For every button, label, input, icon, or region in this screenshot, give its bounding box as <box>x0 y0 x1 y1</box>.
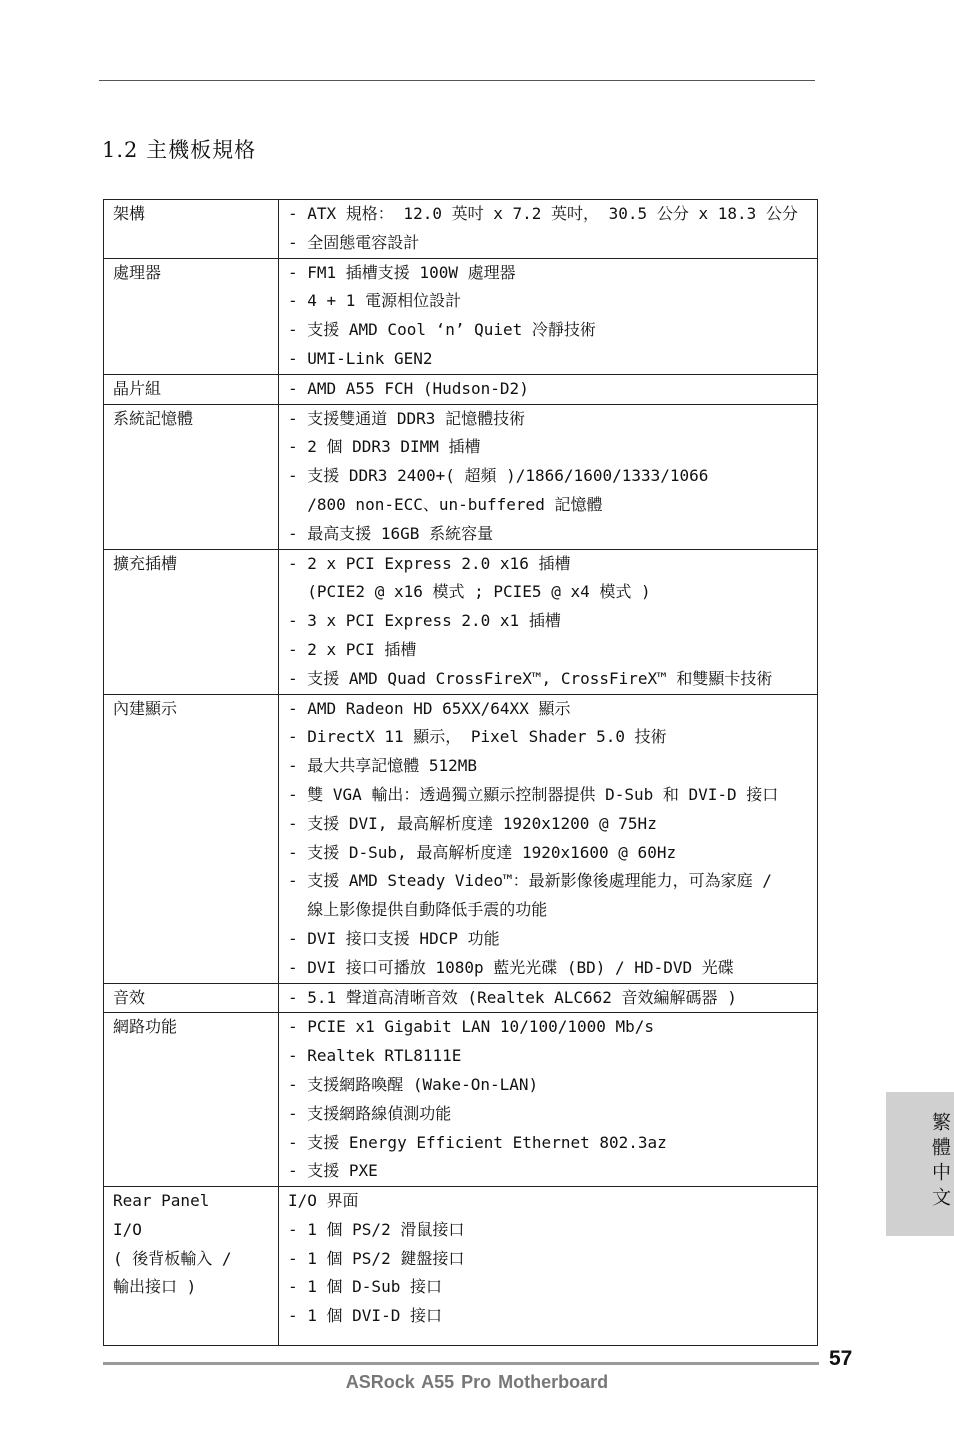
spec-item: - ATX 規格： 12.0 英吋 x 7.2 英吋， 30.5 公分 x 18.3 公分 <box>288 204 798 223</box>
spec-label: 處理器 <box>113 262 162 282</box>
spec-item: - 支援雙通道 DDR3 記憶體技術 <box>288 408 526 428</box>
spec-item: - 支援網路喚醒 (Wake-On-LAN) <box>288 1074 539 1094</box>
spec-item: - Realtek RTL8111E <box>288 1046 462 1066</box>
spec-label: 輸出接口 ) <box>113 1277 197 1297</box>
spec-row <box>104 200 818 259</box>
spec-label: 系統記憶體 <box>113 408 194 428</box>
spec-item: - 4 + 1 電源相位設計 <box>288 291 462 311</box>
spec-label-cell <box>104 694 279 983</box>
spec-label: 內建顯示 <box>113 698 178 718</box>
spec-item: - 2 個 DDR3 DIMM 插槽 <box>288 437 481 457</box>
spec-row <box>104 694 818 983</box>
spec-item: 線上影像提供自動降低手震的功能 <box>288 900 548 920</box>
spec-items-cell <box>279 983 818 1013</box>
spec-item: - 雙 VGA 輸出：透過獨立顯示控制器提供 D-Sub 和 DVI-D 接口 <box>288 784 779 804</box>
spec-item: - 支援 D-Sub, 最高解析度達 1920x1600 @ 60Hz <box>288 842 677 862</box>
spec-item: - DVI 接口可播放 1080p 藍光光碟 (BD) / HD-DVD 光碟 <box>288 957 734 977</box>
spec-item: - PCIE x1 Gigabit LAN 10/100/1000 Mb/s <box>288 1017 655 1037</box>
spec-item: - 支援 AMD Cool ‘n’ Quiet 冷靜技術 <box>288 320 596 340</box>
spec-item: - 全固態電容設計 <box>288 232 420 252</box>
spec-item: - AMD A55 FCH (Hudson-D2) <box>288 378 529 398</box>
spec-item: /800 non-ECC、un-buffered 記憶體 <box>288 494 603 514</box>
top-rule <box>99 80 815 81</box>
spec-items-cell <box>279 258 818 374</box>
page-number: 57 <box>829 1347 853 1370</box>
spec-item: - 支援 AMD Steady Video™：最新影像後處理能力，可為家庭 / <box>288 871 772 891</box>
spec-label-cell <box>104 983 279 1013</box>
spec-item: - 5.1 聲道高清晰音效 (Realtek ALC662 音效編解碼器 ) <box>288 987 737 1007</box>
spec-row <box>104 374 818 404</box>
spec-items-cell <box>279 694 818 983</box>
spec-item: - 3 x PCI Express 2.0 x1 插槽 <box>288 611 561 631</box>
spec-items-cell <box>279 549 818 694</box>
spec-row <box>104 549 818 694</box>
spec-label: 擴充插槽 <box>113 553 178 573</box>
spec-label-cell <box>104 1013 279 1187</box>
spec-item: - 1 個 DVI-D 接口 <box>288 1306 442 1326</box>
spec-item: - 2 x PCI Express 2.0 x16 插槽 <box>288 553 571 573</box>
side-tab-label: 繁體中文 <box>929 1112 951 1212</box>
spec-item: - 支援 Energy Efficient Ethernet 802.3az <box>288 1132 667 1152</box>
spec-items-cell <box>279 200 818 259</box>
spec-item: - DirectX 11 顯示， Pixel Shader 5.0 技術 <box>288 727 667 747</box>
spec-item: - 1 個 PS/2 滑鼠接口 <box>288 1219 465 1239</box>
spec-row <box>104 1013 818 1187</box>
bottom-rule <box>103 1362 819 1365</box>
spec-label-cell <box>104 374 279 404</box>
spec-item: - 2 x PCI 插槽 <box>288 639 417 659</box>
spec-item: - 支援 AMD Quad CrossFireX™, CrossFireX™ 和雙顯卡技術 <box>288 668 773 688</box>
spec-label: ( 後背板輸入 / <box>113 1248 232 1268</box>
spec-label-cell <box>104 200 279 259</box>
spec-row <box>104 258 818 374</box>
spec-items-cell <box>279 1187 818 1346</box>
spec-item: (PCIE2 @ x16 模式 ; PCIE5 @ x4 模式 ) <box>288 582 651 602</box>
spec-item: I/O 界面 <box>288 1191 359 1211</box>
spec-item: - 支援 DDR3 2400+( 超頻 )/1866/1600/1333/1066 <box>288 466 709 486</box>
spec-item: - 最大共享記憶體 512MB <box>288 756 478 776</box>
spec-row <box>104 404 818 549</box>
spec-label: 晶片組 <box>113 378 162 398</box>
language-side-tab <box>886 1092 954 1236</box>
spec-label: I/O <box>113 1219 142 1239</box>
spec-item: - FM1 插槽支援 100W 處理器 <box>288 262 516 282</box>
spec-label-cell <box>104 258 279 374</box>
spec-item: - DVI 接口支援 HDCP 功能 <box>288 928 500 948</box>
footer-product-name: ASRock A55 Pro Motherboard <box>345 1372 609 1392</box>
spec-items-cell <box>279 404 818 549</box>
spec-table <box>103 199 818 1346</box>
spec-row <box>104 983 818 1013</box>
spec-label: 音效 <box>113 987 146 1007</box>
spec-item: - 支援網路線偵測功能 <box>288 1103 452 1123</box>
spec-item: - UMI-Link GEN2 <box>288 348 433 368</box>
spec-item: - 支援 DVI, 最高解析度達 1920x1200 @ 75Hz <box>288 813 657 833</box>
spec-label-cell <box>104 1187 279 1346</box>
spec-item: - AMD Radeon HD 65XX/64XX 顯示 <box>288 698 571 718</box>
spec-label: 網路功能 <box>113 1017 178 1037</box>
spec-label: Rear Panel <box>113 1191 210 1211</box>
spec-table-body <box>104 200 818 1346</box>
spec-label-cell <box>104 404 279 549</box>
spec-label: 架構 <box>113 204 146 223</box>
section-title: 1.2 主機板規格 <box>102 138 257 162</box>
spec-item: - 1 個 PS/2 鍵盤接口 <box>288 1248 465 1268</box>
spec-item: - 最高支援 16GB 系統容量 <box>288 523 494 543</box>
spec-label-cell <box>104 549 279 694</box>
spec-row <box>104 1187 818 1346</box>
spec-item: - 1 個 D-Sub 接口 <box>288 1277 442 1297</box>
spec-items-cell <box>279 374 818 404</box>
spec-item: - 支援 PXE <box>288 1161 378 1181</box>
spec-items-cell <box>279 1013 818 1187</box>
